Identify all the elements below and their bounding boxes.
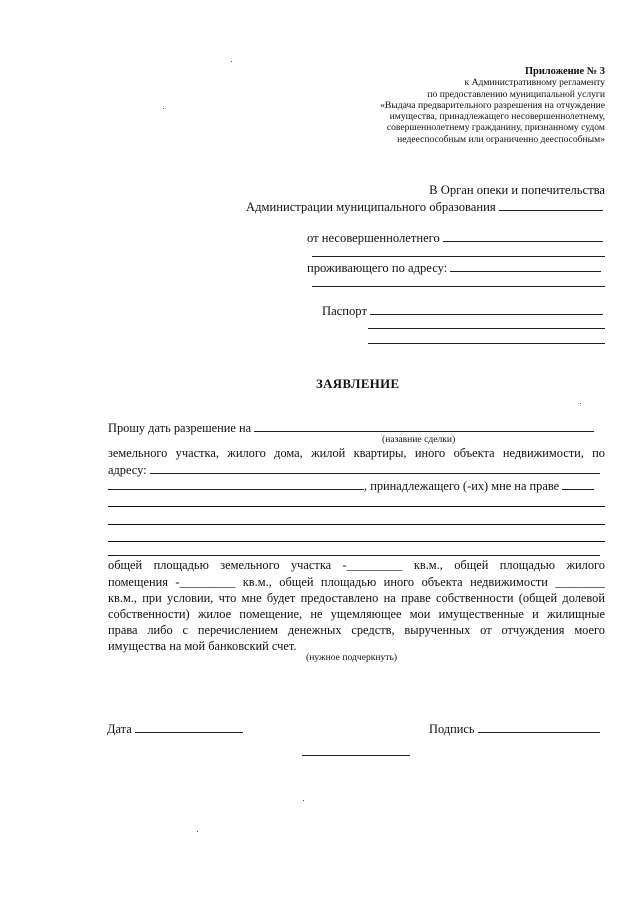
recipient-organ: В Орган опеки и попечительства <box>429 183 605 197</box>
date-label: Дата <box>107 722 132 736</box>
recipient-administration <box>246 199 603 215</box>
passport-label: Паспорт <box>322 304 367 318</box>
from-line <box>307 230 603 246</box>
residence-address-field[interactable] <box>450 260 601 272</box>
scan-speck <box>163 108 164 109</box>
appendix-line: недееспособным или ограниченно дееспособным» <box>397 133 605 145</box>
paragraph-line: права либо с перечислением денежных средств, вырученных от отчуждения моего <box>108 623 605 637</box>
property-address-line <box>108 462 600 478</box>
minor-name-field[interactable] <box>443 230 603 242</box>
passport-continuation-field[interactable] <box>368 343 605 344</box>
ownership-right-field[interactable] <box>562 478 594 490</box>
signature-field[interactable] <box>478 721 600 733</box>
appendix-line: к Административному регламенту <box>464 77 605 89</box>
scan-speck <box>303 800 304 801</box>
deal-hint: (назавние сделки) <box>382 434 456 445</box>
blank-line-field[interactable] <box>108 506 605 507</box>
paragraph-line: имущества на мой банковский счет. <box>108 639 297 653</box>
appendix-line: по предоставлению муниципальной услуги <box>427 88 605 100</box>
passport-field[interactable] <box>370 303 603 315</box>
deal-name-field[interactable] <box>254 420 594 432</box>
address-line <box>307 260 601 276</box>
paragraph-line: помещения -_________ кв.м., общей площадью иного объекта недвижимости ________ <box>108 575 605 589</box>
scan-speck <box>231 61 232 62</box>
paragraph-line: собственности) жилое помещение, не ущемляющее мои имущественные и жилищные <box>108 607 605 621</box>
residence-address-label: проживающего по адресу: <box>307 261 448 275</box>
signature-line <box>429 721 600 737</box>
passport-continuation-field[interactable] <box>368 328 605 329</box>
appendix-line: совершеннолетнему гражданину, признанному судом <box>386 122 605 134</box>
property-address-field[interactable] <box>150 462 600 474</box>
municipality-field[interactable] <box>499 199 603 211</box>
request-label: Прошу дать разрешение на <box>108 421 252 435</box>
ownership-line <box>108 478 594 494</box>
property-address-label: адресу: <box>108 463 147 477</box>
document-title: ЗАЯВЛЕНИЕ <box>316 377 400 391</box>
recipient-administration-label: Администрации муниципального образования <box>246 200 496 214</box>
ownership-label: , принадлежащего (-их) мне на праве <box>364 479 560 493</box>
separator-rule <box>302 755 410 756</box>
date-line <box>107 721 243 737</box>
signature-label: Подпись <box>429 722 475 736</box>
scan-speck <box>197 831 198 832</box>
paragraph-line: общей площадью земельного участка -_________ кв.м., общей площадью жилого <box>108 558 605 572</box>
appendix-line: имущества, принадлежащего несовершеннолетнему, <box>389 111 605 123</box>
from-label: от несовершеннолетнего <box>307 231 440 245</box>
appendix-heading: Приложение № 3 <box>524 66 605 77</box>
residence-address-continuation-field[interactable] <box>312 286 605 287</box>
blank-line-field[interactable] <box>108 524 605 525</box>
appendix-block <box>225 66 605 145</box>
passport-line <box>322 303 603 319</box>
underline-hint: (нужное подчеркнуть) <box>306 652 398 663</box>
scan-speck <box>580 403 581 404</box>
appendix-line: «Выдача предварительного разрешения на отчуждение <box>380 99 605 111</box>
paragraph-line: кв.м., при условии, что мне будет предоставлено на праве собственности (общей долевой <box>108 591 605 605</box>
minor-name-continuation-field[interactable] <box>312 256 605 257</box>
property-line: земельного участка, жилого дома, жилой квартиры, иного объекта недвижимости, по <box>108 446 605 460</box>
property-address-continuation-field[interactable] <box>108 478 364 490</box>
blank-line-field[interactable] <box>108 541 605 542</box>
blank-line-field[interactable] <box>108 555 600 556</box>
date-field[interactable] <box>135 721 243 733</box>
request-line <box>108 420 594 436</box>
